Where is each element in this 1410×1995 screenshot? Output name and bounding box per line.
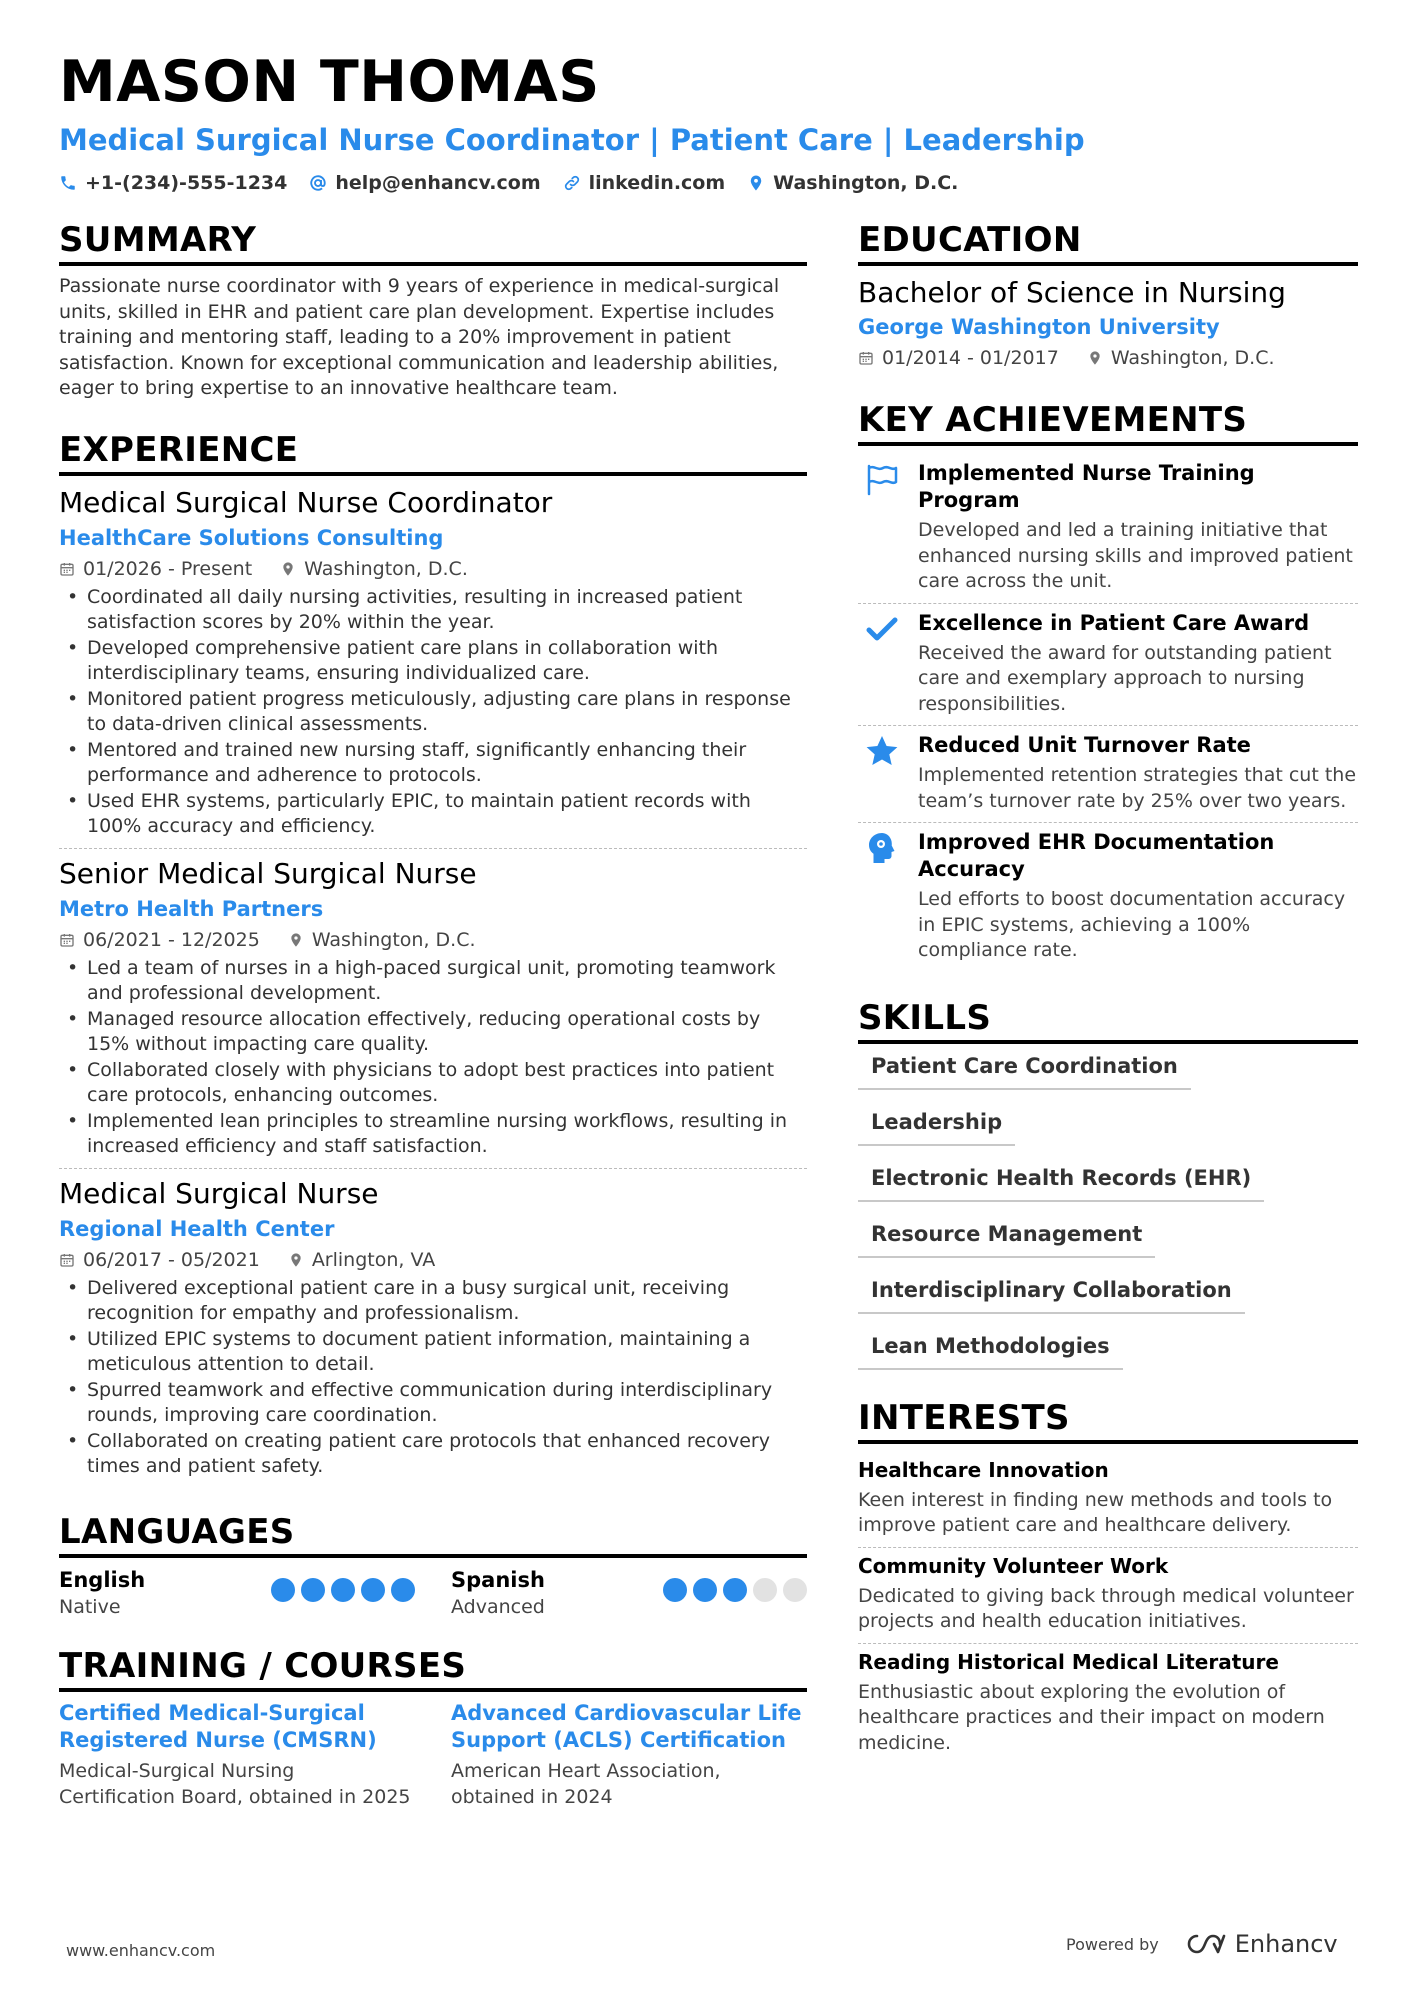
rating-dot-filled xyxy=(391,1578,415,1602)
section-title-interests: INTERESTS xyxy=(858,1398,1358,1444)
rating-dot-filled xyxy=(723,1578,747,1602)
education-location: Washington, D.C. xyxy=(1110,347,1275,369)
skills-section xyxy=(858,998,1358,1370)
job-meta xyxy=(59,926,807,954)
course-title: Advanced Cardiovascular Life Support (ACLS) Certification xyxy=(451,1700,802,1752)
contact-location xyxy=(747,172,958,194)
rating-dot-filled xyxy=(331,1578,355,1602)
calendar-icon xyxy=(59,932,75,948)
section-title-education: EDUCATION xyxy=(858,220,1358,266)
interest-item xyxy=(858,1548,1358,1644)
brand-logo[interactable] xyxy=(1181,1930,1338,1958)
achievement-item xyxy=(858,604,1358,727)
link-icon xyxy=(563,174,581,192)
section-title-experience: EXPERIENCE xyxy=(59,430,807,476)
achievement-item xyxy=(858,823,1358,972)
course-item xyxy=(59,1700,415,1810)
training-section xyxy=(59,1646,807,1810)
summary-text: Passionate nurse coordinator with 9 years of experience in medical-surgical units, skilled in EHR and patient care plan development. Expertise includes training and mentoring staff, leading to a 20% improvement in patient satisfaction. Known for exceptional communication and leadership abilities, eager to bring expertise to an innovative healthcare team. xyxy=(59,275,780,399)
bullet-item: • Developed comprehensive patient care plans in collaboration with interdisciplinary teams, ensuring individualized care. xyxy=(59,636,807,687)
achievement-item xyxy=(858,454,1358,604)
achievement-desc: Implemented retention strategies that cut the team’s turnover rate by 25% over two years. xyxy=(918,764,1357,812)
achievement-desc: Developed and led a training initiative that enhanced nursing skills and improved patient care across the unit. xyxy=(918,519,1353,592)
language-rating xyxy=(271,1578,415,1620)
language-name: Spanish xyxy=(451,1567,545,1592)
contact-location-text: Washington, D.C. xyxy=(773,172,959,194)
interest-desc: Enthusiastic about exploring the evolution of healthcare practices and their impact on modern medicine. xyxy=(858,1680,1325,1754)
location-icon xyxy=(288,932,304,948)
contact-linkedin-text: linkedin.com xyxy=(588,172,726,194)
interest-item xyxy=(858,1452,1358,1548)
experience-section xyxy=(59,430,807,1488)
summary-section xyxy=(59,220,807,402)
section-title-languages: LANGUAGES xyxy=(59,1512,807,1558)
languages-section xyxy=(59,1512,807,1620)
bullet-item: • Collaborated closely with physicians to adopt best practices into patient care protocols, enhancing outcomes. xyxy=(59,1058,807,1109)
job-entry xyxy=(59,484,807,849)
interest-item xyxy=(858,1644,1358,1765)
left-column xyxy=(59,220,807,1810)
job-dates: 06/2021 - 12/2025 xyxy=(83,928,260,951)
job-company: Regional Health Center xyxy=(59,1216,335,1241)
bullet-item: • Utilized EPIC systems to document patient information, maintaining a meticulous attention to detail. xyxy=(59,1327,807,1378)
job-bullets xyxy=(59,1276,807,1480)
education-degree: Bachelor of Science in Nursing xyxy=(858,276,1286,309)
candidate-name: MASON THOMAS xyxy=(59,49,600,115)
language-list xyxy=(59,1566,807,1620)
language-item xyxy=(59,1566,415,1620)
rating-dot-empty xyxy=(783,1578,807,1602)
interest-desc: Keen interest in finding new methods and tools to improve patient care and healthcare delivery. xyxy=(858,1488,1333,1536)
at-icon xyxy=(309,174,327,192)
job-meta xyxy=(59,555,807,583)
bullet-item: • Used EHR systems, particularly EPIC, to maintain patient records with 100% accuracy and efficiency. xyxy=(59,789,807,840)
bullet-item: • Mentored and trained new nursing staff, significantly enhancing their performance and adherence to protocols. xyxy=(59,738,807,789)
job-title: Senior Medical Surgical Nurse xyxy=(59,856,477,890)
education-meta xyxy=(858,344,1358,372)
location-icon xyxy=(747,174,765,192)
course-item xyxy=(451,1700,807,1810)
enhancv-logo-icon xyxy=(1181,1931,1227,1957)
section-title-skills: SKILLS xyxy=(858,998,1358,1044)
bullet-item: • Managed resource allocation effectively, reducing operational costs by 15% without impacting care quality. xyxy=(59,1007,807,1058)
bullet-item: • Coordinated all daily nursing activities, resulting in increased patient satisfaction scores by 20% within the year. xyxy=(59,585,807,636)
rating-dot-filled xyxy=(361,1578,385,1602)
course-title: Certified Medical-Surgical Registered Nurse (CMSRN) xyxy=(59,1700,377,1752)
rating-dot-filled xyxy=(693,1578,717,1602)
calendar-icon xyxy=(858,350,874,366)
job-bullets xyxy=(59,956,807,1160)
section-title-summary: SUMMARY xyxy=(59,220,807,266)
interest-title: Reading Historical Medical Literature xyxy=(858,1649,1279,1674)
achievements-section xyxy=(858,400,1358,972)
skill-tag: Electronic Health Records (EHR) xyxy=(858,1164,1264,1202)
interest-title: Community Volunteer Work xyxy=(858,1553,1169,1578)
achievement-desc: Led efforts to boost documentation accuracy in EPIC systems, achieving a 100% compliance rate. xyxy=(918,888,1346,961)
bullet-item: • Implemented lean principles to streamline nursing workflows, resulting in increased efficiency and staff satisfaction. xyxy=(59,1109,807,1160)
section-title-training: TRAINING / COURSES xyxy=(59,1646,807,1692)
brand-name: Enhancv xyxy=(1234,1930,1338,1958)
rating-dot-filled xyxy=(663,1578,687,1602)
checkmark-icon xyxy=(865,612,899,646)
job-company: HealthCare Solutions Consulting xyxy=(59,525,444,550)
language-name: English xyxy=(59,1567,146,1592)
achievement-title: Implemented Nurse Training Program xyxy=(918,461,1255,512)
bullet-item: • Delivered exceptional patient care in a busy surgical unit, receiving recognition for empathy and professionalism. xyxy=(59,1276,807,1327)
achievement-item xyxy=(858,726,1358,823)
contact-phone-text: +1-(234)-555-1234 xyxy=(85,172,288,194)
contact-email-text: help@enhancv.com xyxy=(335,172,541,194)
footer-branding xyxy=(1066,1930,1338,1958)
job-company: Metro Health Partners xyxy=(59,896,324,921)
skill-tag: Patient Care Coordination xyxy=(858,1052,1191,1090)
skill-tag: Lean Methodologies xyxy=(858,1332,1123,1370)
headline: Medical Surgical Nurse Coordinator | Patient Care | Leadership xyxy=(59,123,1085,157)
skill-tag: Interdisciplinary Collaboration xyxy=(858,1276,1245,1314)
language-rating xyxy=(663,1578,807,1620)
contact-bar xyxy=(59,172,1359,194)
footer-website[interactable]: www.enhancv.com xyxy=(66,1941,216,1960)
calendar-icon xyxy=(59,1252,75,1268)
flag-icon xyxy=(865,462,899,496)
star-icon xyxy=(865,734,899,768)
right-column xyxy=(858,220,1358,1764)
language-level: Native xyxy=(59,1595,121,1618)
education-school: George Washington University xyxy=(858,315,1220,339)
achievement-title: Excellence in Patient Care Award xyxy=(918,610,1310,635)
education-dates: 01/2014 - 01/2017 xyxy=(882,347,1059,369)
job-bullets xyxy=(59,585,807,840)
achievement-title: Reduced Unit Turnover Rate xyxy=(918,733,1251,757)
location-icon xyxy=(280,561,296,577)
achievement-title: Improved EHR Documentation Accuracy xyxy=(918,830,1275,881)
bullet-item: • Collaborated on creating patient care protocols that enhanced recovery times and patient safety. xyxy=(59,1429,807,1480)
interest-title: Healthcare Innovation xyxy=(858,1457,1109,1482)
section-title-achievements: KEY ACHIEVEMENTS xyxy=(858,400,1358,446)
bullet-item: • Led a team of nurses in a high-paced surgical unit, promoting teamwork and professional development. xyxy=(59,956,807,1007)
course-desc: Medical-Surgical Nursing Certification Board, obtained in 2025 xyxy=(59,1759,411,1808)
calendar-icon xyxy=(59,561,75,577)
location-icon xyxy=(1087,350,1103,366)
job-location: Washington, D.C. xyxy=(304,557,468,580)
achievement-desc: Received the award for outstanding patient care and exemplary approach to nursing responsibilities. xyxy=(918,641,1332,715)
education-section xyxy=(858,220,1358,372)
resume-header xyxy=(59,48,1359,194)
powered-by-label: Powered by xyxy=(1066,1934,1159,1954)
rating-dot-filled xyxy=(301,1578,325,1602)
job-meta xyxy=(59,1246,807,1274)
job-entry xyxy=(59,855,807,1169)
contact-phone[interactable] xyxy=(59,172,287,194)
interest-desc: Dedicated to giving back through medical volunteer projects and health education initiatives. xyxy=(858,1584,1354,1632)
language-item xyxy=(451,1566,807,1620)
location-icon xyxy=(288,1252,304,1268)
job-title: Medical Surgical Nurse Coordinator xyxy=(59,485,553,519)
skill-list xyxy=(858,1052,1358,1370)
head-brain-icon xyxy=(865,831,899,865)
job-dates: 06/2017 - 05/2021 xyxy=(83,1248,260,1271)
bullet-item: • Monitored patient progress meticulously, adjusting care plans in response to data-driven clinical assessments. xyxy=(59,687,807,738)
contact-linkedin[interactable] xyxy=(563,172,726,194)
course-desc: American Heart Association, obtained in 2024 xyxy=(451,1759,721,1808)
job-location: Washington, D.C. xyxy=(311,928,476,951)
job-title: Medical Surgical Nurse xyxy=(59,1176,379,1210)
skill-tag: Resource Management xyxy=(858,1220,1155,1258)
interests-section xyxy=(858,1398,1358,1765)
rating-dot-filled xyxy=(271,1578,295,1602)
job-location: Arlington, VA xyxy=(311,1248,436,1271)
language-level: Advanced xyxy=(451,1595,545,1618)
phone-icon xyxy=(59,174,77,192)
course-list xyxy=(59,1700,807,1810)
contact-email[interactable] xyxy=(309,172,540,194)
skill-tag: Leadership xyxy=(858,1108,1015,1146)
rating-dot-empty xyxy=(753,1578,777,1602)
job-dates: 01/2026 - Present xyxy=(83,557,253,580)
bullet-item: • Spurred teamwork and effective communication during interdisciplinary rounds, improving care coordination. xyxy=(59,1378,807,1429)
job-entry xyxy=(59,1175,807,1488)
